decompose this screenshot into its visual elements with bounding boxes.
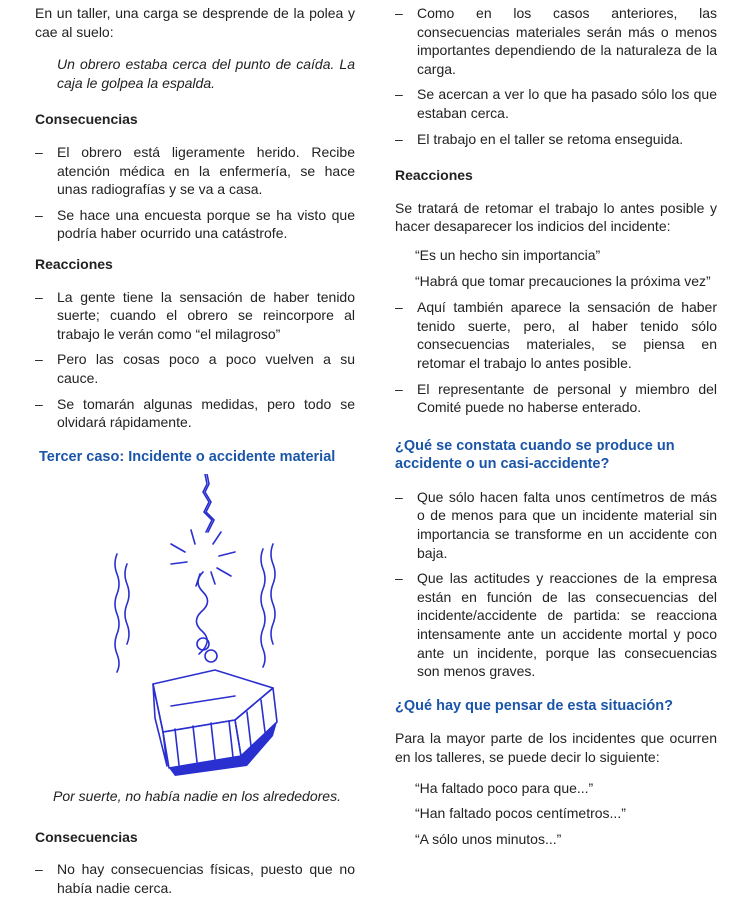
right-top-list [395,4,717,148]
question2-intro: Para la mayor parte de los incidentes que ocurren en los talleres, se puede decir lo siguiente: [395,730,717,765]
question1-list [395,488,717,681]
consequences-heading: Consecuencias [35,111,138,128]
snap-burst [171,530,235,586]
falling-crate-illustration [35,474,355,779]
scenario-text: Un obrero estaba cerca del punto de caída. La caja le golpea la espalda. [57,56,355,91]
list-item: – El representante de personal y miembro del Comité puede no haberse enterado. [395,380,717,417]
illustration-caption: Por suerte, no había nadie en los alrededores. [53,788,341,805]
list-item: – Se hace una encuesta porque se ha visto que podría haber ocurrido una catástrofe. [35,206,355,243]
crate-left [153,684,167,766]
intro-paragraph: En un taller, una carga se desprende de la polea y cae al suelo: [35,5,355,40]
quote-line: “Es un hecho sin importancia” [415,246,601,263]
list-item: – Aquí también aparece la sensación de haber tenido suerte, pero, al haber tenido sólo consecuencias materiales, se piensa en retomar el trabajo lo antes posible. [395,298,717,372]
list-item: – Que las actitudes y reacciones de la empresa están en función de las consecuencias del incidente/accidente de partida: se reacciona intensamente ante un accidente mortal y poco ante un incidente, porque las consecuencias son menos graves. [395,569,717,681]
motion-line [261,549,265,667]
list-item: – Que sólo hacen falta unos centímetros de más o de menos para que un incidente material sin importancia se transforme en un accidente con baja. [395,488,717,562]
reactions-list [35,288,355,432]
consequences2-list [35,860,355,897]
list-item: – Como en los casos anteriores, las consecuencias materiales serán más o menos importantes dependiendo de la naturaleza de la carga. [395,4,717,78]
right-reactions-heading: Reacciones [395,167,473,184]
quote-line: “Habrá que tomar precauciones la próxima vez” [415,272,711,289]
reactions-heading: Reacciones [35,255,113,272]
question2-quotes [415,779,717,849]
list-item: – El trabajo en el taller se retoma enseguida. [395,130,717,149]
right-reactions-quotes [415,246,717,290]
chain-link [205,650,217,662]
question2-heading: ¿Qué hay que pensar de esta situación? [395,697,673,714]
consequences-list [35,143,355,243]
list-item: – El obrero está ligeramente herido. Recibe atención médica en la enfermería, se hace unas radiografías y se va a casa. [35,143,355,199]
case3-heading: Tercer caso: Incidente o accidente material [39,448,336,465]
crate-shadow [169,722,277,776]
right-reactions-intro: Se tratará de retomar el trabajo lo antes posible y hacer desaparecer los indicios del incidente: [395,199,717,235]
crate-slat [171,696,235,706]
quote-line: “A sólo unos minutos...” [415,830,562,847]
list-item: – Se acercan a ver lo que ha pasado sólo los que estaban cerca. [395,85,717,122]
quote-line: “Ha faltado poco para que...” [415,779,594,796]
list-item: – Se tomarán algunas medidas, pero todo se olvidará rápidamente. [35,395,355,432]
falling-crate-drawing [35,474,355,779]
left-column [35,0,355,905]
motion-line [125,564,129,644]
right-reactions-list [395,298,717,417]
question1-heading: ¿Qué se constata cuando se produce un accidente o un casi-accidente? [395,437,675,473]
motion-line [271,544,275,644]
quote-line: “Han faltado pocos centímetros...” [415,805,626,822]
motion-line [115,554,119,672]
right-column [395,0,717,855]
consequences2-heading: Consecuencias [35,828,138,845]
crate-top [153,670,273,732]
list-item: – Pero las cosas poco a poco vuelven a su cauce. [35,350,355,387]
list-item: – No hay consecuencias físicas, puesto que no había nadie cerca. [35,860,355,897]
list-item: – La gente tiene la sensación de haber tenido suerte; cuando el obrero se reincorpore al trabajo le verán como “el milagroso” [35,288,355,344]
